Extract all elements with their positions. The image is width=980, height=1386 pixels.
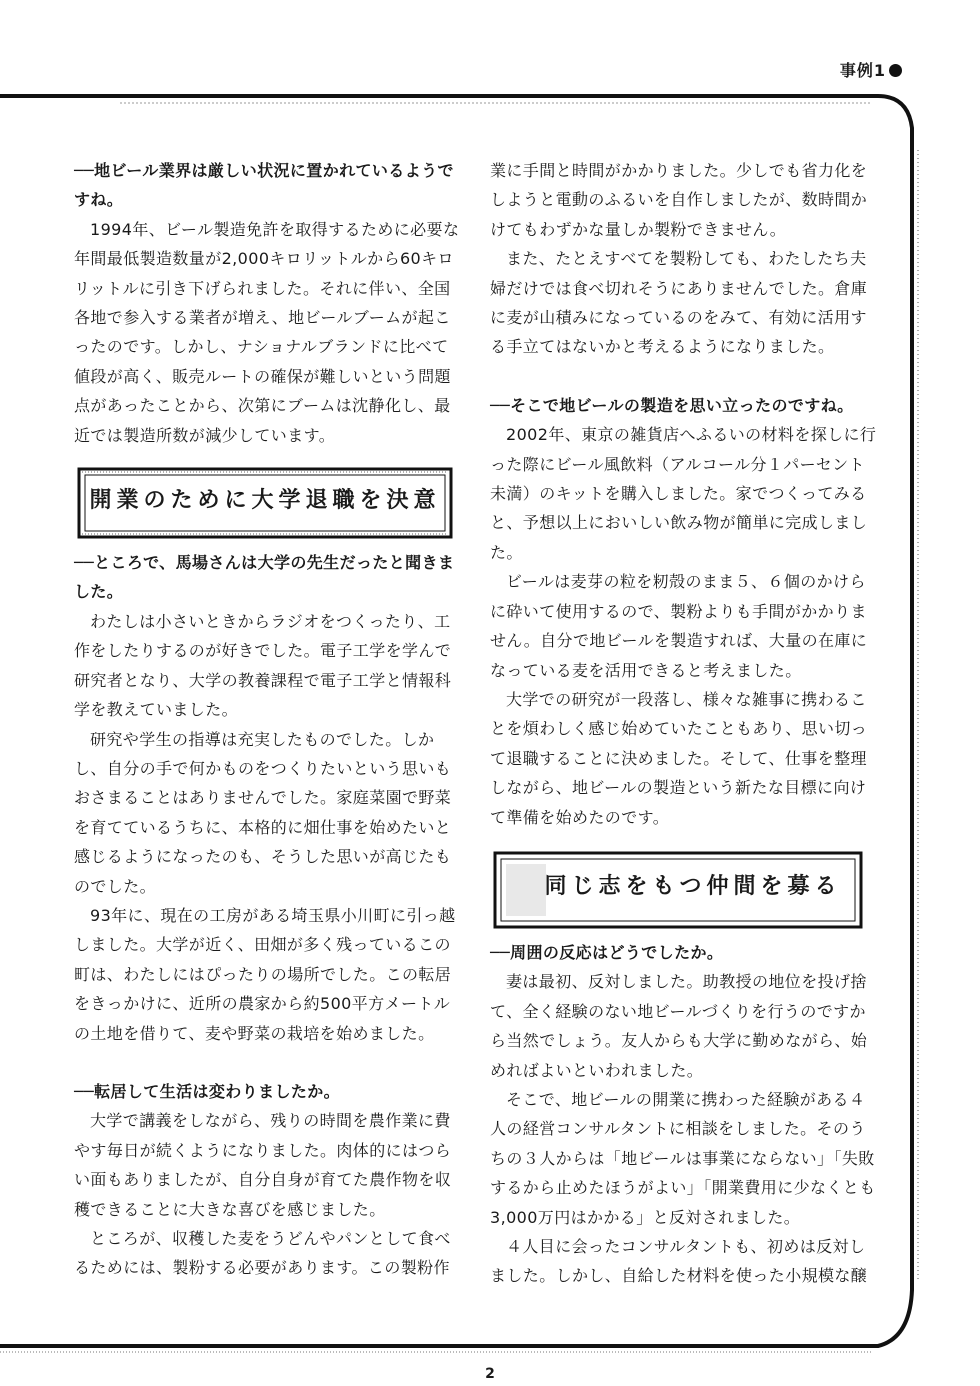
answer-paragraph: ところが、収穫した麦をうどんやパンとして食べるためには、製粉する必要があります。この製粉作 xyxy=(74,1229,451,1278)
answer-paragraph: 1994年、ビール製造免許を取得するために必要な年間最低製造数量が2,000キロリットルから60キロリットルに引き下げられました。それに伴い、全国各地で参入する業者が増え、地ビールブームが起こったのです。しかし、ナショナルブランドに比べて値段が高く、販売ルートの確保が難しいという問題点があったことから、次第にブームは沈静化し、最近では製造所数が減少しています。 xyxy=(74,219,460,445)
section-title: 同じ志をもつ仲間を募る xyxy=(544,872,842,899)
interview-question: ──周囲の反応はどうでしたか。 xyxy=(490,942,724,962)
interview-question: ──転居して生活は変わりましたか。 xyxy=(74,1081,341,1101)
answer-paragraph: ビールは麦芽の粒を籾殻のまま５、６個のかけらに砕いて使用するので、製粉よりも手間がかかりません。自分で地ビールを製造すれば、大量の在庫になっている麦を活用できると考えました。 xyxy=(490,572,868,680)
interview-question: ──ところで、馬場さんは大学の先生だったと聞きました。 xyxy=(74,553,455,602)
answer-paragraph: 大学で講義をしながら、残りの時間を農作業に費やす毎日が続くようになりました。肉体的にはつらい面もありましたが、自分自身が育てた農作物を収穫できることに大きな喜びを感じました。 xyxy=(74,1111,452,1219)
page-number: 2 xyxy=(485,1366,495,1382)
right-column xyxy=(490,156,878,1291)
answer-paragraph: 研究や学生の指導は充実したものでした。しかし、自分の手で何かものをつくりたいという思いもおさまることはありませんでした。家庭菜園で野菜を育てているうちに、本格的に畑仕事を始めたいと感じるようになったのも、そうした思いが高じたものでした。 xyxy=(74,729,452,896)
answer-paragraph: また、たとえすべてを製粉しても、わたしたち夫婦だけでは食べ切れそうにありませんでした。倉庫に麦が山積みになっているのをみて、有効に活用する手立てはないかと考えるようになりました。 xyxy=(490,249,868,357)
answer-paragraph: わたしは小さいときからラジオをつくったり、工作をしたりするのが好きでした。電子工学を学んで研究者となり、大学の教養課程で電子工学と情報科学を教えていました。 xyxy=(74,611,452,720)
left-column xyxy=(74,156,462,1283)
interview-question: ──そこで地ビールの製造を思い立ったのですね。 xyxy=(490,395,854,415)
answer-paragraph: そこで、地ビールの開業に携わった経験がある４人の経営コンサルタントに相談をしました。そのうちの３人からは「地ビールは事業にならない」「失敗するから止めたほうがよい」「開業費用に少なくとも3,000万円はかかる」と反対されました。 xyxy=(490,1089,876,1227)
interview-question: ──地ビール業界は厳しい状況に置かれているようですね。 xyxy=(74,161,454,210)
section-title: 開業のために大学退職を決意 xyxy=(89,487,441,514)
answer-paragraph: 2002年、東京の雑貨店へふるいの材料を探しに行った際にビール風飲料（アルコール分１パーセント未満）のキットを購入しました。家でつくってみると、予想以上においしい飲み物が簡単に完成しました。 xyxy=(490,425,877,562)
answer-paragraph: 業に手間と時間がかかりました。少しでも省力化をしようと電動のふるいを自作しましたが、数時間かけてもわずかな量しか製粉できません。 xyxy=(490,161,868,239)
section-heading-box xyxy=(492,850,864,930)
section-tag-label: 事例1 xyxy=(839,61,886,80)
answer-paragraph: ４人目に会ったコンサルタントも、初めは反対しました。しかし、自給した材料を使った小規模な醸 xyxy=(490,1237,868,1286)
answer-paragraph: 妻は最初、反対しました。助教授の地位を投げ捨て、全く経験のない地ビールづくりを行うのですから当然でしょう。友人からも大学に勤めながら、始めればよいといわれました。 xyxy=(490,972,868,1080)
answer-paragraph: 93年に、現在の工房がある埼玉県小川町に引っ越しました。大学が近く、田畑が多く残っているこの町は、わたしにはぴったりの場所でした。この転居をきっかけに、近所の農家から約500平方メートルの土地を借りて、麦や野菜の栽培を始めました。 xyxy=(74,905,456,1043)
section-heading-box xyxy=(76,466,454,540)
answer-paragraph: 大学での研究が一段落し、様々な雑事に携わることを煩わしく感じ始めていたこともあり、思い切って退職することに決めました。そして、仕事を整理しながら、地ビールの製造という新たな目標に向けて準備を始めたのです。 xyxy=(490,689,868,827)
